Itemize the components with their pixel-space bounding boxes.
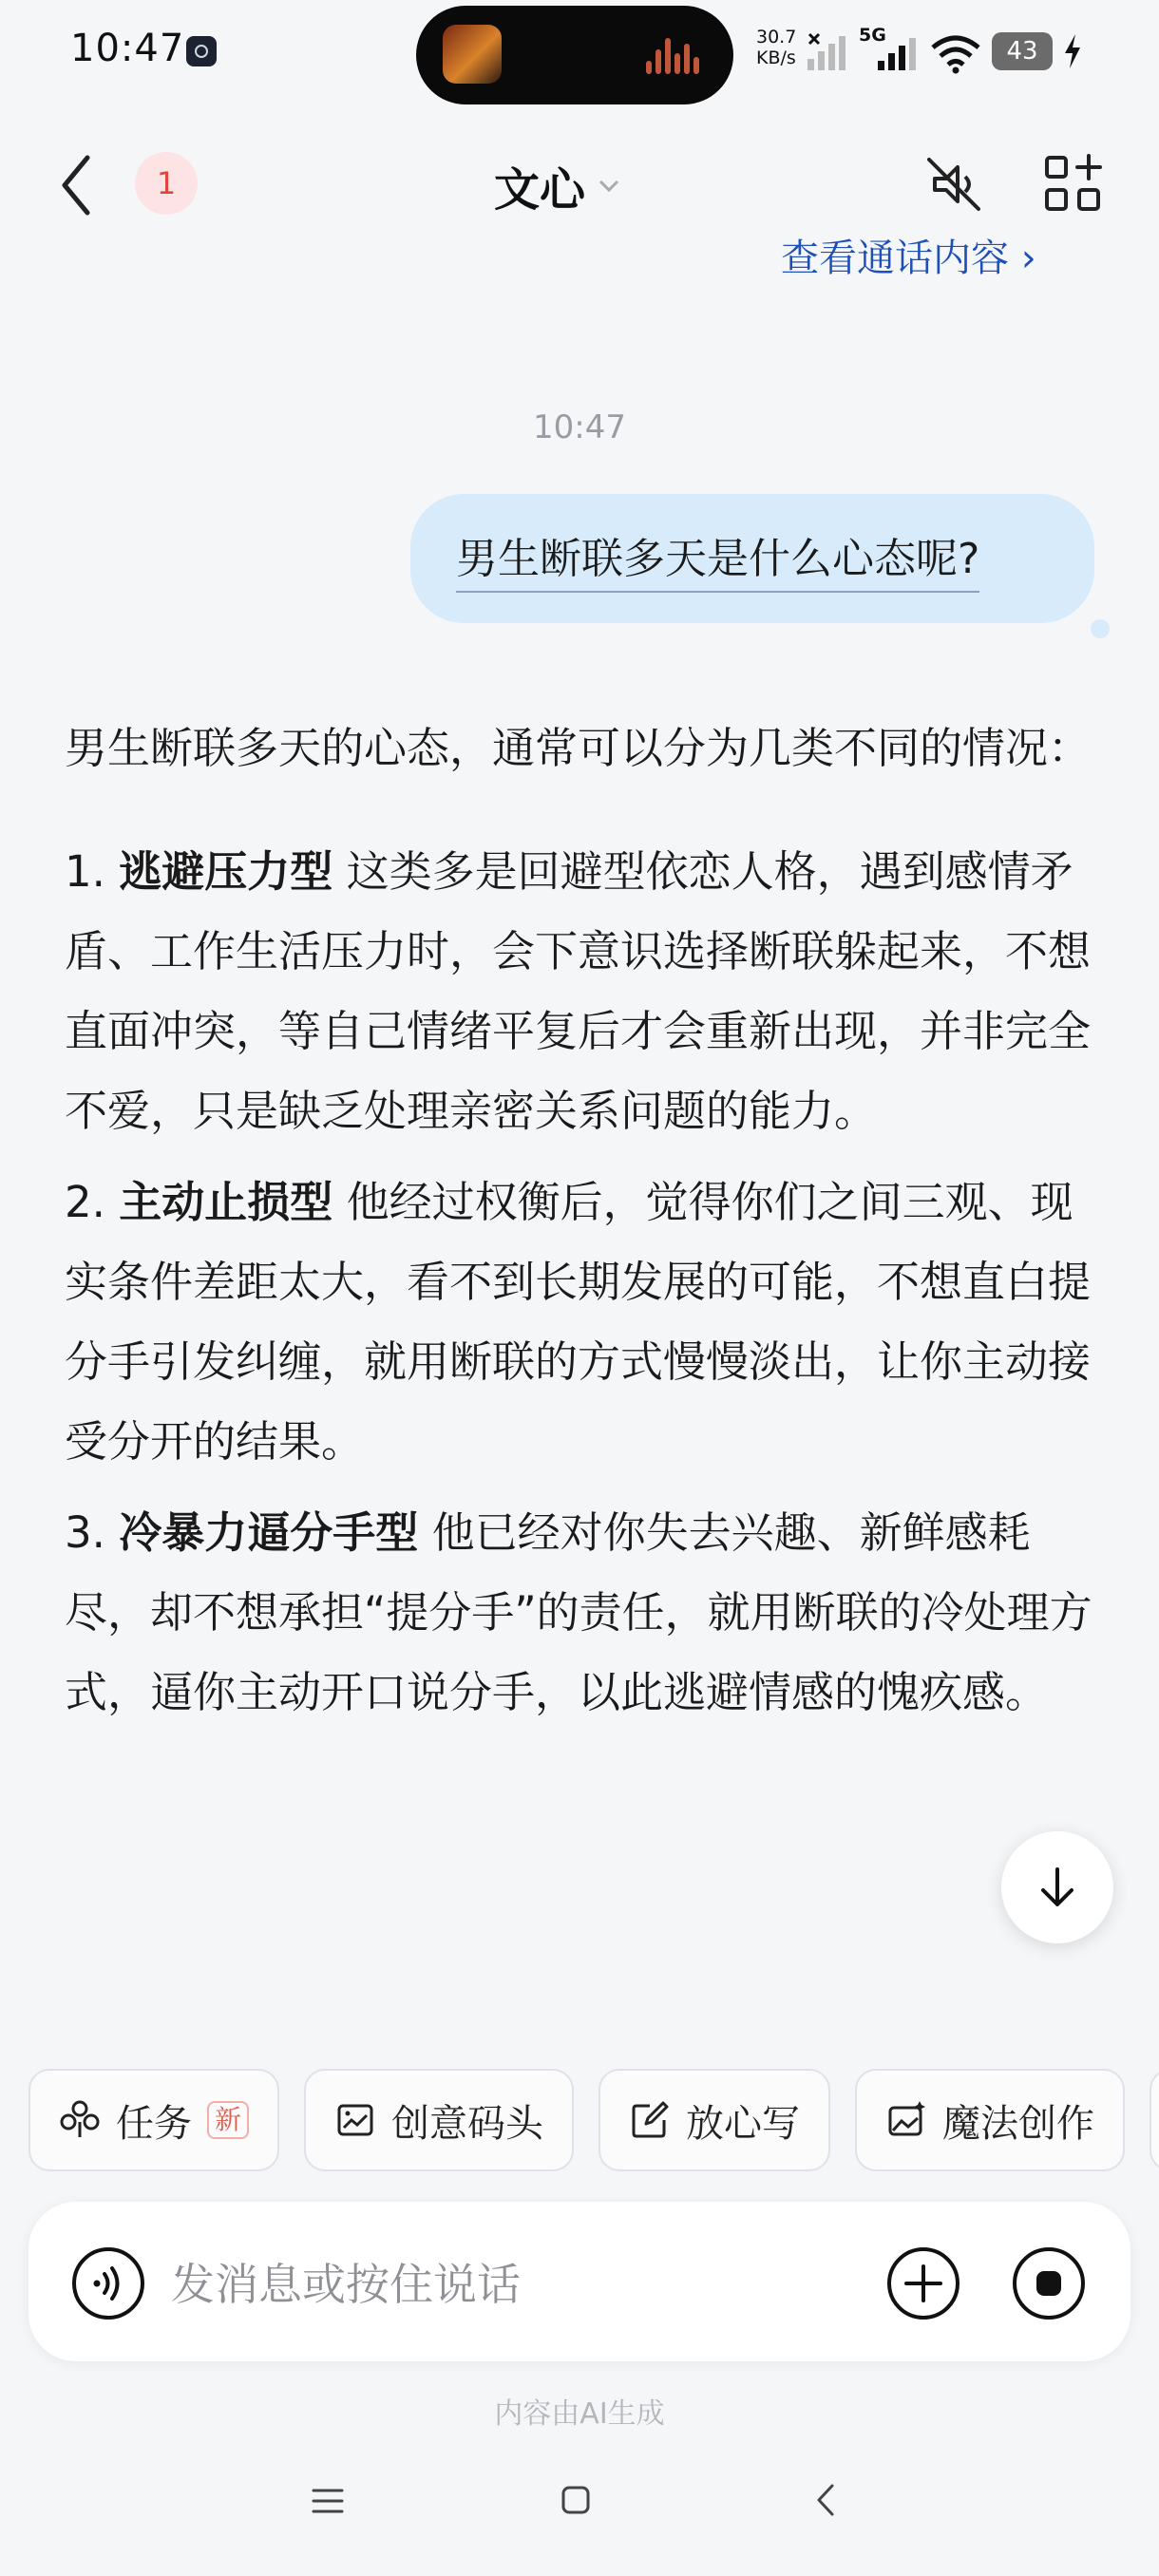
add-attachment-icon[interactable]: [885, 2245, 961, 2321]
chip-label: 任务: [116, 2101, 192, 2146]
chip-more[interactable]: [1150, 2069, 1159, 2171]
answer-item-title: 逃避压力型: [119, 846, 333, 897]
chip-label: 放心写: [686, 2101, 801, 2146]
creative-icon: [334, 2099, 376, 2141]
ai-generated-note: 内容由AI生成: [494, 2397, 665, 2431]
shortcut-chips: [28, 2069, 1159, 2175]
chevron-down-icon: [597, 173, 621, 198]
bubble-tail: [1091, 619, 1110, 638]
message-composer: [28, 2202, 1130, 2361]
answer-item-title: 主动止损型: [119, 1177, 333, 1227]
voice-input-icon[interactable]: [70, 2245, 146, 2321]
media-thumbnail-icon[interactable]: [443, 25, 502, 84]
signal-strength-icon: [808, 32, 853, 70]
apps-grid-icon[interactable]: [1041, 152, 1104, 215]
audio-wave-icon: [646, 34, 707, 74]
answer-item-body: 这类多是回避型依恋人格，遇到感情矛盾、工作生活压力时，会下意识选择断联躲起来，不想直面冲突，等自己情绪平复后才会重新出现，并非完全不爱，只是缺乏处理亲密关系问题的能力。: [65, 846, 1092, 1136]
write-icon: [629, 2099, 671, 2141]
answer-item: 2. 主动止损型 他经过权衡后，觉得你们之间三观、现实条件差距太大，看不到长期发展的可能，不想直白提分手引发纠缠，就用断联的方式慢慢淡出，让你主动接受分开的结果。: [65, 1177, 1092, 1467]
page-title: 文心: [494, 162, 586, 217]
message-timestamp: 10:47: [533, 408, 626, 446]
answer-item: 3. 冷暴力逼分手型 他已经对你失去兴趣、新鲜感耗尽，却不想承担“提分手”的责任，就用断联的冷处理方式，逼你主动开口说分手，以此逃避情感的愧疚感。: [65, 1507, 1092, 1717]
network-type: 5G: [859, 25, 886, 46]
answer-item-title: 冷暴力逼分手型: [119, 1507, 419, 1558]
record-icon[interactable]: [1011, 2245, 1087, 2321]
answer-intro: 男生断联多天的心态，通常可以分为几类不同的情况：: [65, 723, 1092, 773]
signal-strength-5g-icon: [876, 32, 922, 70]
charging-icon: [1062, 32, 1083, 70]
nav-home-icon[interactable]: [560, 2485, 591, 2515]
arrow-down-icon: [1036, 1866, 1079, 1909]
chip-label: 创意码头: [391, 2101, 544, 2146]
battery-level: 43: [992, 32, 1053, 70]
scroll-to-bottom-button[interactable]: [1001, 1831, 1113, 1943]
back-icon[interactable]: [57, 152, 95, 218]
user-message-bubble[interactable]: [410, 494, 1094, 623]
user-message-text: 男生断联多天是什么心态呢?: [456, 524, 979, 593]
new-badge: 新: [207, 2101, 249, 2139]
wifi-icon: [931, 34, 980, 74]
message-input[interactable]: [169, 2249, 838, 2320]
task-icon: [59, 2099, 101, 2141]
answer-item: 1. 逃避压力型 这类多是回避型依恋人格，遇到感情矛盾、工作生活压力时，会下意识选择断联躲起来，不想直面冲突，等自己情绪平复后才会重新出现，并非完全不爱，只是缺乏处理亲密关系问题的能力。: [65, 846, 1092, 1136]
answer-item-body: 他经过权衡后，觉得你们之间三观、现实条件差距太大，看不到长期发展的可能，不想直白提分手引发纠缠，就用断联的方式慢慢淡出，让你主动接受分开的结果。: [65, 1177, 1092, 1467]
view-call-content-link[interactable]: 查看通话内容 ›: [781, 237, 1036, 280]
chip-task[interactable]: [28, 2069, 279, 2171]
magic-image-icon: [885, 2099, 927, 2141]
notification-app-icon: [186, 36, 217, 66]
answer-item-body: 他已经对你失去兴趣、新鲜感耗尽，却不想承担“提分手”的责任，就用断联的冷处理方式，逼你主动开口说分手，以此逃避情感的愧疚感。: [65, 1507, 1092, 1717]
chip-worry-free-write[interactable]: [598, 2069, 830, 2171]
network-speed: 30.7 KB/s: [756, 27, 797, 68]
nav-back-icon[interactable]: [815, 2483, 836, 2517]
mute-icon[interactable]: [922, 152, 986, 217]
ai-answer: [65, 709, 1100, 1744]
nav-menu-icon[interactable]: [312, 2487, 344, 2515]
unread-badge[interactable]: 1: [135, 152, 198, 215]
title-selector[interactable]: [494, 152, 621, 218]
chip-magic-create[interactable]: [855, 2069, 1125, 2171]
status-time: 10:47: [70, 27, 185, 70]
chip-label: 魔法创作: [942, 2101, 1095, 2146]
chip-creative-dock[interactable]: [304, 2069, 574, 2171]
